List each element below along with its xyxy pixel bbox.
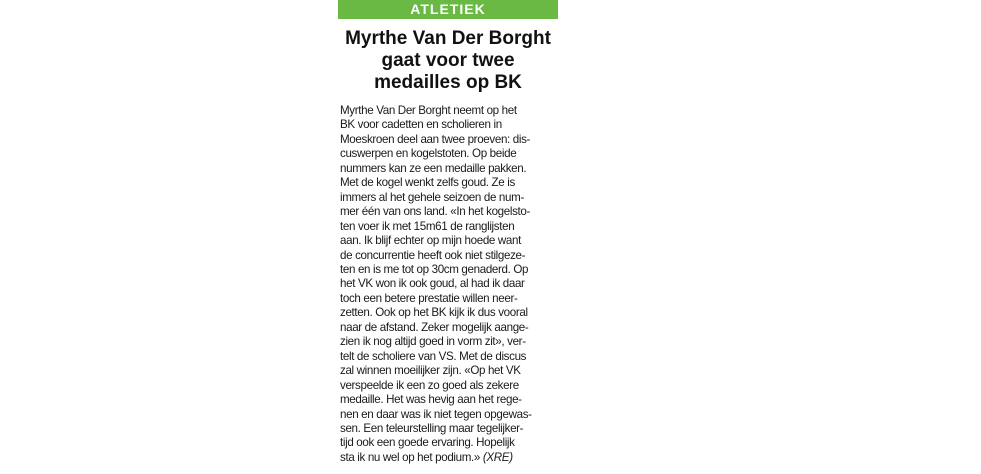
body-line: verspeelde ik een zo goed als zekere	[340, 378, 519, 392]
article-body	[340, 104, 556, 465]
body-line: Met de kogel wenkt zelfs goud. Ze is	[340, 176, 515, 190]
body-line: zien ik nog altijd goed in vorm zit», ver-	[340, 335, 526, 349]
headline-line: medailles op BK	[374, 72, 522, 93]
body-line: zetten. Ook op het BK kijk ik dus vooral	[340, 306, 528, 320]
body-line: nummers kan ze een medaille pakken.	[340, 161, 527, 175]
headline-line: Myrthe Van Der Borght	[345, 28, 551, 49]
body-line: ten en is me tot op 30cm genaderd. Op	[340, 262, 529, 276]
headline	[338, 28, 558, 94]
body-line: aan. Ik blijf echter op mijn hoede want	[340, 234, 521, 248]
body-line: toch een betere prestatie willen neer-	[340, 291, 518, 305]
body-line: zal winnen moeilijker zijn. «Op het VK	[340, 364, 521, 378]
body-line: Myrthe Van Der Borght neemt op het	[340, 104, 517, 117]
body-line: immers al het gehele seizoen de num-	[340, 190, 524, 204]
headline-line: gaat voor twee	[381, 50, 515, 71]
body-line: medaille. Het was hevig aan het rege-	[340, 393, 522, 407]
body-line: naar de afstand. Zeker mogelijk aange-	[340, 320, 529, 334]
body-line: Moeskroen deel aan twee proeven: dis-	[340, 132, 531, 146]
section-label: ATLETIEK	[338, 0, 558, 19]
author-credit: (XRE)	[482, 450, 513, 464]
body-line: mer één van ons land. «In het kogelsto-	[340, 205, 531, 219]
body-line: de concurrentie heeft ook niet stilgeze-	[340, 248, 526, 262]
body-line: tijd ook een goede ervaring. Hopelijk	[340, 436, 515, 450]
body-line: telt de scholiere van VS. Met de discus	[340, 349, 527, 363]
body-last-text: sta ik nu wel op het podium.»	[340, 450, 481, 464]
body-line: BK voor cadetten en scholieren in	[340, 118, 502, 132]
body-line: het VK won ik ook goud, al had ik daar	[340, 277, 525, 291]
body-last-line	[340, 451, 556, 465]
body-line: cuswerpen en kogelstoten. Op beide	[340, 147, 517, 161]
body-line: ten voer ik met 15m61 de ranglijsten	[340, 219, 515, 233]
body-line: nen en daar was ik niet tegen opgewas-	[340, 407, 532, 421]
body-line: sen. Een teleurstelling maar tegelijker-	[340, 421, 524, 435]
